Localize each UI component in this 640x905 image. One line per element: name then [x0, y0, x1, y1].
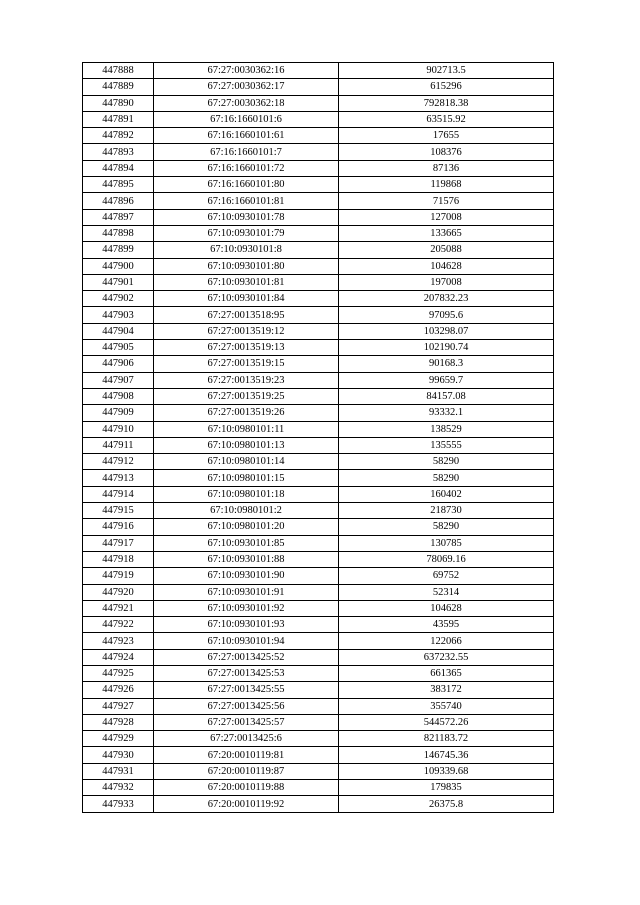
table-row	[83, 323, 554, 339]
table-row	[83, 144, 554, 160]
table-row	[83, 747, 554, 763]
value-cell: 17655	[339, 128, 554, 144]
value-cell: 84157.08	[339, 388, 554, 404]
value-cell: 138529	[339, 421, 554, 437]
row-number-cell: 447900	[83, 258, 154, 274]
table-row	[83, 177, 554, 193]
value-cell: 78069.16	[339, 551, 554, 567]
value-cell: 661365	[339, 665, 554, 681]
value-cell: 52314	[339, 584, 554, 600]
row-number-cell: 447893	[83, 144, 154, 160]
row-number-cell: 447904	[83, 323, 154, 339]
table-row	[83, 340, 554, 356]
cadastral-number-cell: 67:10:0930101:91	[154, 584, 339, 600]
cadastral-number-cell: 67:20:0010119:87	[154, 763, 339, 779]
row-number-cell: 447894	[83, 160, 154, 176]
value-cell: 127008	[339, 209, 554, 225]
table-row	[83, 486, 554, 502]
value-cell: 63515.92	[339, 111, 554, 127]
value-cell: 637232.55	[339, 649, 554, 665]
cadastral-number-cell: 67:10:0930101:79	[154, 225, 339, 241]
table-row	[83, 665, 554, 681]
value-cell: 207832.23	[339, 291, 554, 307]
cadastral-number-cell: 67:27:0013425:56	[154, 698, 339, 714]
value-cell: 93332.1	[339, 405, 554, 421]
cadastral-number-cell: 67:27:0013519:25	[154, 388, 339, 404]
table-row	[83, 193, 554, 209]
table-row	[83, 584, 554, 600]
value-cell: 97095.6	[339, 307, 554, 323]
cadastral-number-cell: 67:16:1660101:6	[154, 111, 339, 127]
cadastral-number-cell: 67:27:0013425:57	[154, 714, 339, 730]
cadastral-number-cell: 67:10:0930101:93	[154, 617, 339, 633]
table-row	[83, 128, 554, 144]
value-cell: 205088	[339, 242, 554, 258]
row-number-cell: 447910	[83, 421, 154, 437]
row-number-cell: 447891	[83, 111, 154, 127]
value-cell: 58290	[339, 454, 554, 470]
row-number-cell: 447927	[83, 698, 154, 714]
value-cell: 122066	[339, 633, 554, 649]
table-row	[83, 568, 554, 584]
row-number-cell: 447911	[83, 437, 154, 453]
cadastral-number-cell: 67:10:0980101:13	[154, 437, 339, 453]
table-row	[83, 714, 554, 730]
row-number-cell: 447912	[83, 454, 154, 470]
row-number-cell: 447921	[83, 600, 154, 616]
table-body	[83, 63, 554, 813]
table-row	[83, 763, 554, 779]
row-number-cell: 447888	[83, 63, 154, 79]
table-row	[83, 600, 554, 616]
cadastral-number-cell: 67:10:0930101:92	[154, 600, 339, 616]
cadastral-number-cell: 67:27:0013519:12	[154, 323, 339, 339]
cadastral-number-cell: 67:27:0013519:15	[154, 356, 339, 372]
value-cell: 130785	[339, 535, 554, 551]
table-row	[83, 470, 554, 486]
row-number-cell: 447917	[83, 535, 154, 551]
row-number-cell: 447919	[83, 568, 154, 584]
table-row	[83, 617, 554, 633]
cadastral-number-cell: 67:10:0930101:85	[154, 535, 339, 551]
row-number-cell: 447923	[83, 633, 154, 649]
value-cell: 69752	[339, 568, 554, 584]
cadastral-number-cell: 67:10:0930101:80	[154, 258, 339, 274]
cadastral-number-cell: 67:10:0980101:14	[154, 454, 339, 470]
value-cell: 71576	[339, 193, 554, 209]
table-row	[83, 405, 554, 421]
cadastral-number-cell: 67:10:0930101:88	[154, 551, 339, 567]
row-number-cell: 447897	[83, 209, 154, 225]
row-number-cell: 447889	[83, 79, 154, 95]
value-cell: 821183.72	[339, 731, 554, 747]
value-cell: 102190.74	[339, 340, 554, 356]
cadastral-number-cell: 67:16:1660101:81	[154, 193, 339, 209]
cadastral-number-cell: 67:27:0030362:17	[154, 79, 339, 95]
cadastral-number-cell: 67:10:0980101:20	[154, 519, 339, 535]
cadastral-number-cell: 67:10:0930101:94	[154, 633, 339, 649]
row-number-cell: 447908	[83, 388, 154, 404]
cadastral-number-cell: 67:16:1660101:72	[154, 160, 339, 176]
value-cell: 383172	[339, 682, 554, 698]
row-number-cell: 447929	[83, 731, 154, 747]
row-number-cell: 447896	[83, 193, 154, 209]
value-cell: 109339.68	[339, 763, 554, 779]
table-row	[83, 225, 554, 241]
cadastral-number-cell: 67:10:0980101:18	[154, 486, 339, 502]
table-row	[83, 63, 554, 79]
row-number-cell: 447926	[83, 682, 154, 698]
row-number-cell: 447895	[83, 177, 154, 193]
value-cell: 146745.36	[339, 747, 554, 763]
row-number-cell: 447915	[83, 503, 154, 519]
table-row	[83, 633, 554, 649]
row-number-cell: 447922	[83, 617, 154, 633]
row-number-cell: 447928	[83, 714, 154, 730]
cadastral-number-cell: 67:10:0980101:2	[154, 503, 339, 519]
table-row	[83, 551, 554, 567]
cadastral-number-cell: 67:27:0013519:13	[154, 340, 339, 356]
data-table	[82, 62, 554, 813]
table-row	[83, 291, 554, 307]
cadastral-number-cell: 67:16:1660101:80	[154, 177, 339, 193]
value-cell: 197008	[339, 274, 554, 290]
value-cell: 104628	[339, 600, 554, 616]
cadastral-number-cell: 67:27:0013519:23	[154, 372, 339, 388]
table-row	[83, 307, 554, 323]
value-cell: 43595	[339, 617, 554, 633]
row-number-cell: 447931	[83, 763, 154, 779]
table-row	[83, 698, 554, 714]
row-number-cell: 447906	[83, 356, 154, 372]
value-cell: 218730	[339, 503, 554, 519]
cadastral-number-cell: 67:27:0013425:6	[154, 731, 339, 747]
row-number-cell: 447899	[83, 242, 154, 258]
table-row	[83, 79, 554, 95]
value-cell: 615296	[339, 79, 554, 95]
row-number-cell: 447907	[83, 372, 154, 388]
cadastral-number-cell: 67:10:0930101:84	[154, 291, 339, 307]
value-cell: 103298.07	[339, 323, 554, 339]
value-cell: 108376	[339, 144, 554, 160]
table-row	[83, 731, 554, 747]
value-cell: 902713.5	[339, 63, 554, 79]
cadastral-number-cell: 67:27:0030362:16	[154, 63, 339, 79]
table-row	[83, 274, 554, 290]
table-row	[83, 454, 554, 470]
value-cell: 160402	[339, 486, 554, 502]
row-number-cell: 447909	[83, 405, 154, 421]
table-row	[83, 388, 554, 404]
table-row	[83, 519, 554, 535]
cadastral-number-cell: 67:27:0013519:26	[154, 405, 339, 421]
row-number-cell: 447933	[83, 796, 154, 812]
row-number-cell: 447924	[83, 649, 154, 665]
cadastral-number-cell: 67:20:0010119:92	[154, 796, 339, 812]
table-row	[83, 258, 554, 274]
cadastral-number-cell: 67:16:1660101:7	[154, 144, 339, 160]
value-cell: 99659.7	[339, 372, 554, 388]
row-number-cell: 447914	[83, 486, 154, 502]
value-cell: 104628	[339, 258, 554, 274]
row-number-cell: 447925	[83, 665, 154, 681]
cadastral-number-cell: 67:10:0980101:15	[154, 470, 339, 486]
table-row	[83, 437, 554, 453]
table-row	[83, 356, 554, 372]
cadastral-number-cell: 67:10:0980101:11	[154, 421, 339, 437]
table-row	[83, 95, 554, 111]
row-number-cell: 447913	[83, 470, 154, 486]
value-cell: 119868	[339, 177, 554, 193]
table-row	[83, 649, 554, 665]
row-number-cell: 447898	[83, 225, 154, 241]
row-number-cell: 447901	[83, 274, 154, 290]
table-row	[83, 242, 554, 258]
row-number-cell: 447930	[83, 747, 154, 763]
value-cell: 544572.26	[339, 714, 554, 730]
row-number-cell: 447916	[83, 519, 154, 535]
cadastral-number-cell: 67:20:0010119:81	[154, 747, 339, 763]
cadastral-number-cell: 67:27:0013518:95	[154, 307, 339, 323]
table-row	[83, 796, 554, 812]
table-row	[83, 209, 554, 225]
value-cell: 26375.8	[339, 796, 554, 812]
value-cell: 179835	[339, 780, 554, 796]
cadastral-number-cell: 67:10:0930101:90	[154, 568, 339, 584]
value-cell: 355740	[339, 698, 554, 714]
value-cell: 792818.38	[339, 95, 554, 111]
row-number-cell: 447905	[83, 340, 154, 356]
table-row	[83, 780, 554, 796]
table-row	[83, 421, 554, 437]
table-row	[83, 535, 554, 551]
cadastral-number-cell: 67:27:0013425:55	[154, 682, 339, 698]
cadastral-number-cell: 67:20:0010119:88	[154, 780, 339, 796]
row-number-cell: 447902	[83, 291, 154, 307]
cadastral-number-cell: 67:10:0930101:78	[154, 209, 339, 225]
cadastral-number-cell: 67:10:0930101:81	[154, 274, 339, 290]
cadastral-number-cell: 67:16:1660101:61	[154, 128, 339, 144]
cadastral-number-cell: 67:10:0930101:8	[154, 242, 339, 258]
row-number-cell: 447932	[83, 780, 154, 796]
table-row	[83, 160, 554, 176]
value-cell: 58290	[339, 519, 554, 535]
value-cell: 87136	[339, 160, 554, 176]
table-row	[83, 682, 554, 698]
cadastral-number-cell: 67:27:0030362:18	[154, 95, 339, 111]
table-row	[83, 372, 554, 388]
row-number-cell: 447890	[83, 95, 154, 111]
cadastral-number-cell: 67:27:0013425:52	[154, 649, 339, 665]
value-cell: 133665	[339, 225, 554, 241]
cadastral-number-cell: 67:27:0013425:53	[154, 665, 339, 681]
value-cell: 58290	[339, 470, 554, 486]
row-number-cell: 447892	[83, 128, 154, 144]
table-row	[83, 503, 554, 519]
value-cell: 90168.3	[339, 356, 554, 372]
value-cell: 135555	[339, 437, 554, 453]
row-number-cell: 447920	[83, 584, 154, 600]
row-number-cell: 447918	[83, 551, 154, 567]
table-row	[83, 111, 554, 127]
row-number-cell: 447903	[83, 307, 154, 323]
